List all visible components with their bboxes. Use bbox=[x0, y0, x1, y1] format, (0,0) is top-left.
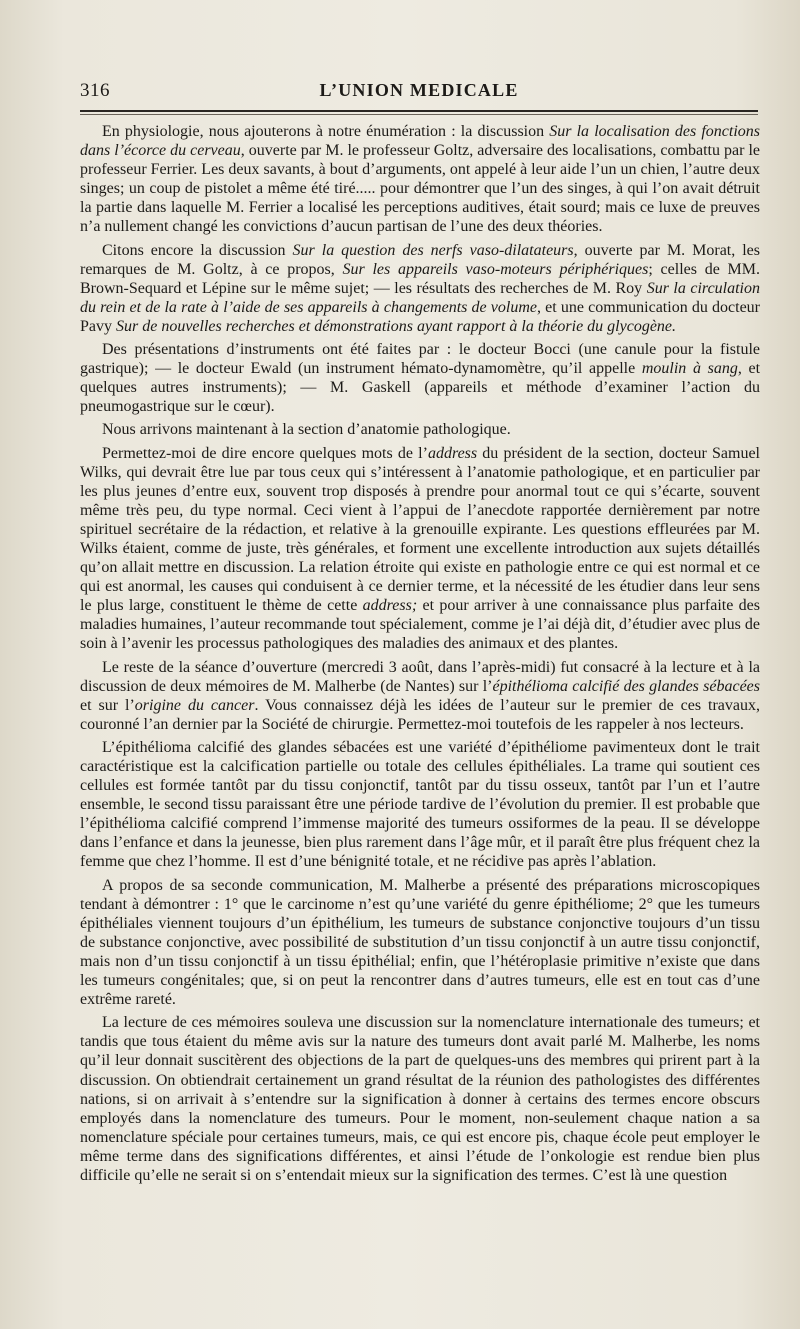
header-rule-thin bbox=[80, 114, 758, 115]
text-run: et pour arriver à une connaissance plus parfaite des maladies humaines, l’auteur recommande tout spécialement, comme je l’ai déjà dit, d’étudier avec plus de soin à l’avenir les processus pathologiques des maladies des animaux et des plantes. bbox=[80, 597, 760, 653]
italic-text: Sur la localisation des fonctions dans l’écorce du cerveau bbox=[80, 123, 760, 160]
italic-text: address bbox=[427, 444, 478, 462]
article-body bbox=[80, 122, 760, 1189]
italic-text: épithélioma calcifié des glandes sébacées bbox=[492, 677, 760, 695]
text-run: L’épithélioma calcifié des glandes sébacées est une variété d’épithéliome pavimenteux dont le trait caractéristique est la calcification partielle ou totale des cellules épithéliales. La trame qui soutient ces cellules est formée tantôt par du tissu conjonctif, tantôt par du tissu osseux, tantôt par l’un et l’autre ensemble, le second tissu paraissant être une période tardive de l’évolution du premier. Il est probable que l’épithélioma calcifié comprend l’immense majorité des tumeurs ossiformes de la peau. Il se développe dans l’enfance et dans la jeunesse, bien plus rarement dans l’âge mûr, et il paraît être plus fréquent chez la femme que chez l’homme. Il est d’une bénignité totale, et ne récidive pas après l’ablation. bbox=[80, 738, 760, 871]
page-number: 316 bbox=[80, 80, 110, 101]
text-run: En physiologie, nous ajouterons à notre énumération : la discussion bbox=[102, 123, 550, 140]
text-run: , ouverte par M. Morat, les remarques de M. Goltz, à ce propos, bbox=[80, 241, 760, 278]
text-run: . Vous connaissez déjà les idées de l’auteur sur le premier de ces travaux, couronné l’an dernier par la Société de chirurgie. Permettez-moi toutefois de les rappeler à nos lecteurs. bbox=[80, 696, 761, 733]
italic-text: origine du cancer bbox=[134, 696, 255, 714]
text-run: et sur l’ bbox=[80, 696, 135, 714]
text-run: ; celles de MM. Brown-Sequard et Lépine sur le même sujet; — les résultats des recherches de M. Roy bbox=[80, 260, 760, 297]
text-run: La lecture de ces mémoires souleva une discussion sur la nomenclature internationale des tumeurs; et tandis que tous étaient du même avis sur la nature des tumeurs dont avait parlé M. Malherbe, les noms qu’il leur donnait suscitèrent des objections de la part de quelques-uns des membres qui prirent part à la discussion. On obtiendrait certainement un grand résultat de la réunion des pathologistes des différentes nations, si on arrivait à s’entendre sur la signification à donner à certains des termes encore obscurs employés dans la nomenclature des tumeurs. Pour le moment, non-seulement chaque nation a sa nomenclature spéciale pour certaines tumeurs, mais, ce qui est encore pis, chaque école peut employer le même terme dans des significations différentes, et ainsi l’étude de l’onkologie est rendue bien plus difficile qu’elle ne serait si on s’entendait mieux sur la signification des termes. C’est là une question bbox=[80, 1014, 760, 1184]
italic-text: Sur la circulation du rein et de la rate à l’aide de ses appareils à changements de volume bbox=[80, 279, 761, 316]
paragraph bbox=[80, 420, 760, 439]
paragraph bbox=[80, 658, 760, 734]
italic-text: Sur de nouvelles recherches et démonstrations ayant rapport à la théorie du glycogène. bbox=[116, 317, 677, 335]
text-run: Permettez-moi de dire encore quelques mots de l’ bbox=[102, 444, 428, 462]
text-run: Citons encore la discussion bbox=[102, 241, 293, 259]
paragraph bbox=[80, 444, 760, 654]
text-run: Nous arrivons maintenant à la section d’anatomie pathologique. bbox=[102, 421, 511, 439]
text-run: , et une communication du docteur Pavy bbox=[80, 298, 760, 335]
header-rule bbox=[80, 110, 758, 112]
running-head: L’UNION MEDICALE bbox=[319, 80, 519, 100]
italic-text: Sur la question des nerfs vaso-dilatateurs bbox=[292, 241, 574, 259]
text-run: , ouverte par M. le professeur Goltz, adversaire des localisations, combattu par le professeur Ferrier. Les deux savants, à bout d’arguments, ont appelé à leur aide l’un un chien, l’autre deux singes; un coup de pistolet a même été tiré..... pour démontrer que l’un des singes, à qui l’on avait détruit la partie dans laquelle M. Ferrier a localisé les perceptions auditives, était sourd; mais ce luxe de preuves n’a nullement changé les convictions d’aucun partisan de l’une des deux théories. bbox=[80, 142, 760, 236]
page-header bbox=[80, 80, 758, 116]
text-run: du président de la section, docteur Samuel Wilks, qui devrait être lue par tous ceux qui s’intéressent à l’anatomie pathologique, et en particulier par les plus jeunes d’entre eux, souvent trop disposés à prendre pour anormal tout ce qui s’écarte, souvent même très peu, du type normal. Ceci vient à l’appui de l’anecdote rapportée dernièrement par notre spirituel secrétaire de la rédaction, et relative à la grenouille expirante. Les questions effleurées par M. Wilks étaient, comme de juste, très générales, et forment une excellente introduction aux sujets détaillés qu’on allait mettre en discussion. La relation étroite qui existe en pathologie entre ce qui est normal et ce qui est anormal, les causes qui conduisent à ce dernier terme, et la nécessité de les étudier dans leur sens le plus large, constituent le thème de cette bbox=[80, 444, 760, 615]
paragraph bbox=[80, 340, 760, 416]
text-run: Des présentations d’instruments ont été faites par : le docteur Bocci (une canule pour la fistule gastrique); — le docteur Ewald (un instrument hémato-dynamomètre, qu’il appelle bbox=[80, 341, 760, 378]
text-run: A propos de sa seconde communication, M. Malherbe a présenté des préparations microscopiques tendant à démontrer : 1° que le carcinome n’est qu’une variété du genre épithéliome; 2° que les tumeurs épithéliales viennent toujours d’un épithélium, les tumeurs de substance conjonctive toujours d’un tissu de substance conjonctive, avec possibilité de substitution d’un tissu conjonctif à un autre tissu conjonctif, mais non d’un tissu conjonctif à un tissu épithélial; enfin, que l’hétéroplasie primitive n’existe que dans les tumeurs congénitales; que, si on peut la rencontrer dans d’autres tumeurs, elle est en tout cas d’une extrême rareté. bbox=[80, 876, 760, 1009]
text-run: , et quelques autres instruments); — M. Gaskell (appareils et méthode d’examiner l’action du pneumogastrique sur le cœur). bbox=[80, 360, 761, 416]
text-run: Le reste de la séance d’ouverture (mercredi 3 août, dans l’après-midi) fut consacré à la lecture et à la discussion de deux mémoires de M. Malherbe (de Nantes) sur l’ bbox=[80, 658, 760, 695]
italic-text: Sur les appareils vaso-moteurs périphériques bbox=[342, 260, 649, 278]
paragraph bbox=[80, 241, 760, 336]
paragraph bbox=[80, 1013, 760, 1185]
paragraph bbox=[80, 876, 760, 1010]
paragraph bbox=[80, 122, 760, 237]
italic-text: address; bbox=[362, 597, 418, 615]
paragraph bbox=[80, 738, 760, 872]
italic-text: moulin à sang bbox=[641, 360, 738, 378]
